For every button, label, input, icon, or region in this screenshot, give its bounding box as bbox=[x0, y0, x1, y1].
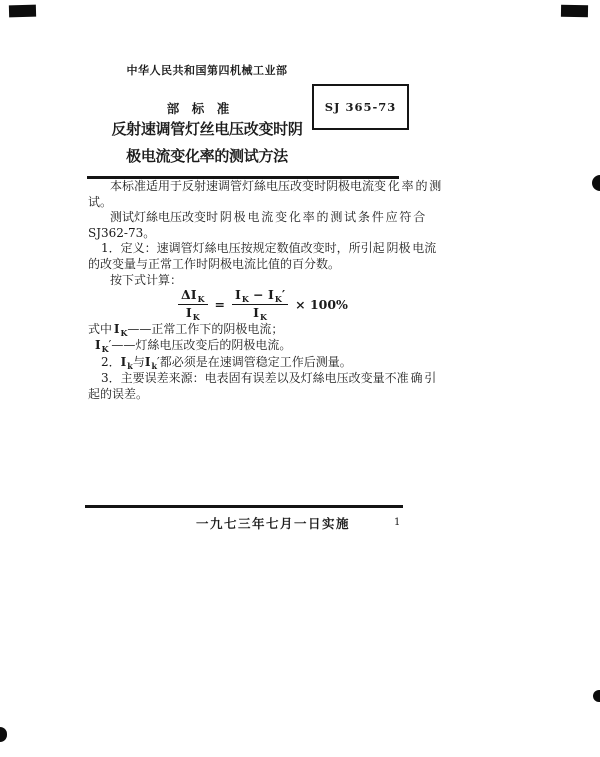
where-clause-line1 bbox=[88, 321, 433, 337]
subscript-k: K bbox=[241, 294, 249, 305]
scope-paragraph-line1: 本标准适用于反射速调管灯絲电压改变时阴极电流变 化 率 的 测 bbox=[110, 179, 442, 193]
conditions-paragraph-line1: 测试灯絲电压改变时 阴 极 电 流 变 化 率 的 测 试 条 件 应 符 合 bbox=[110, 210, 426, 225]
footer-divider-rule bbox=[85, 505, 403, 508]
scan-artifact-top-right bbox=[561, 5, 588, 17]
where-line2-text: ——灯絲电压改变后的阴极电流。 bbox=[111, 338, 292, 353]
definition-item-line1: 1．定义：速调管灯絲电压按规定数值改变时，所引起 阴极 电流 bbox=[101, 241, 437, 256]
body-text bbox=[88, 179, 442, 402]
measurement-item bbox=[88, 354, 433, 370]
item2-text: 都必须是在速调管稳定工作后测量。 bbox=[159, 354, 352, 369]
prime-mark: ′ bbox=[281, 287, 286, 303]
cathode-current-change-formula bbox=[88, 288, 433, 321]
document-title bbox=[88, 116, 326, 170]
standard-code: SJ 365-73 bbox=[324, 100, 397, 114]
subscript-k: K bbox=[274, 294, 282, 305]
scan-artifact-top-left bbox=[9, 5, 36, 18]
where-line1-text: ——正常工作下的阴极电流； bbox=[127, 322, 284, 337]
times-100-percent: × 100% bbox=[295, 297, 348, 313]
subscript-k: k bbox=[151, 360, 157, 371]
subscript-k: K bbox=[197, 294, 205, 305]
current-symbol: I bbox=[235, 287, 241, 303]
prime-mark: ′ bbox=[157, 354, 160, 369]
ministry-name: 中华人民共和国第四机械工业部 bbox=[126, 64, 288, 77]
standard-code-box bbox=[312, 84, 409, 130]
current-symbol: I bbox=[120, 354, 127, 369]
document-title-line2: 极电流变化率的测试方法 bbox=[126, 147, 288, 165]
subscript-k: K bbox=[260, 312, 267, 323]
minus-sign: − bbox=[253, 287, 264, 303]
item2-conjunction: 与 bbox=[132, 354, 145, 369]
formula-right-fraction bbox=[232, 288, 288, 321]
where-clause-line2 bbox=[88, 337, 433, 353]
where-lead: 式中 bbox=[88, 322, 114, 337]
current-symbol: I bbox=[113, 322, 120, 337]
current-symbol: I bbox=[95, 338, 101, 353]
current-symbol: I bbox=[190, 287, 197, 303]
scan-artifact-right-lower bbox=[593, 690, 600, 702]
item2-number: 2． bbox=[101, 354, 121, 369]
delta-symbol: Δ bbox=[181, 287, 191, 303]
subscript-k: K bbox=[101, 344, 109, 355]
definition-item-line2: 的改变量与正常工作时阴极电流比值的百分数。 bbox=[88, 256, 341, 271]
standard-type-label: 部 标 准 bbox=[166, 101, 230, 116]
subscript-k: k bbox=[127, 360, 133, 371]
error-sources-item-line1: 3．主要误差来源：电表固有误差以及灯絲电压改变量不准 确 引 bbox=[101, 370, 437, 385]
prime-mark: ′ bbox=[108, 338, 112, 353]
page-number: 1 bbox=[394, 517, 401, 528]
scan-artifact-right-edge bbox=[592, 175, 600, 191]
current-symbol: I bbox=[144, 354, 151, 369]
error-sources-item-line2: 起的误差。 bbox=[88, 386, 149, 401]
subscript-k: K bbox=[120, 328, 128, 339]
subscript-k: K bbox=[192, 312, 200, 323]
formula-left-fraction bbox=[178, 288, 208, 321]
document-title-line1: 反射速调管灯丝电压改变时阴 bbox=[111, 120, 303, 138]
scan-artifact-bottom-left bbox=[0, 727, 7, 742]
current-symbol: I bbox=[253, 305, 260, 321]
current-symbol: I bbox=[185, 305, 192, 321]
current-symbol: I bbox=[268, 287, 274, 303]
calculation-intro: 按下式计算： bbox=[110, 272, 183, 287]
implementation-date: 一九七三年七月一日实施 bbox=[196, 516, 351, 531]
scope-paragraph-line2: 试。 bbox=[88, 194, 113, 209]
conditions-paragraph-line2: SJ362-73。 bbox=[88, 225, 156, 240]
equals-sign: = bbox=[214, 297, 225, 313]
